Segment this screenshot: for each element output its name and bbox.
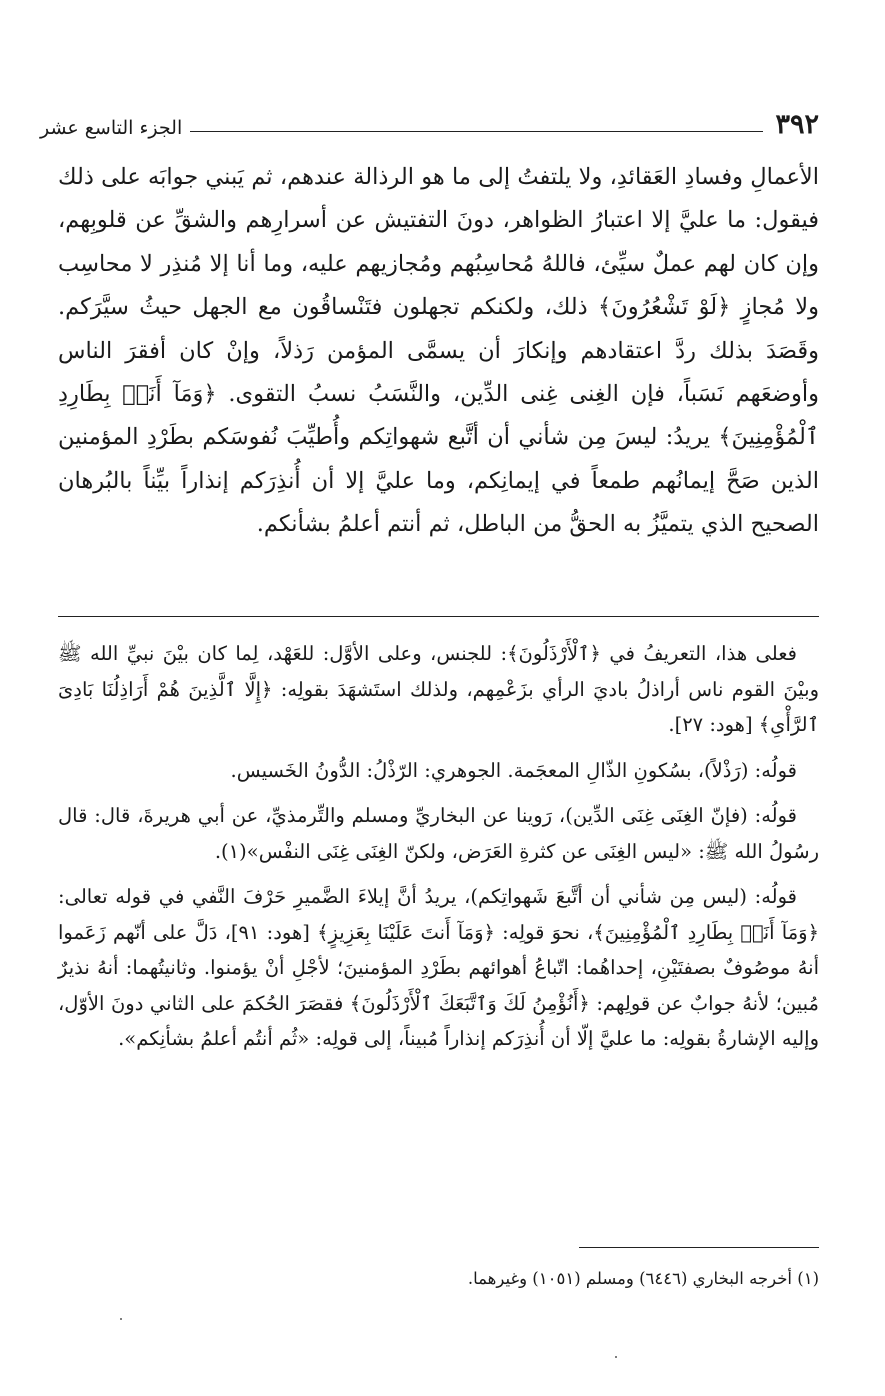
paper-speck [615,1356,617,1358]
commentary-paragraph-4: قولُه: (ليس مِن شأني أن أتَّبعَ شَهواتِكم)، يريدُ أنَّ إيلاءَ الضَّميرِ حَرْفَ النَّفي في قوله تعالى: ﴿وَمَآ أَنَا۠ بِطَارِدِ ٱلْمُؤْمِنِينَ﴾، نحوَ قولِه: ﴿وَمَآ أَنتَ عَلَيْنَا بِعَزِيزٍ﴾ [هود: ٩١]، دَلَّ على أنّهم زَعَموا أنهُ موصُوفٌ بصفتَيْنِ، إحداهُما: اتّباعُ أهوائهم بطَرْدِ المؤمنينَ؛ لأجْلِ أنْ يؤمنوا. وثانيتُهما: أنهُ نذيرٌ مُبين؛ لأنهُ جوابٌ عن قولِهم: ﴿أَنُؤْمِنُ لَكَ وَٱتَّبَعَكَ ٱلْأَرْذَلُونَ﴾ فقصَرَ الحُكمَ على الثاني دونَ الأوّل، وإليه الإشارةُ بقولِه: ما عليَّ إلّا أن أُنذِرَكم إنذاراً مُبيناً، إلى قولِه: «ثُم أنتُم أعلمُ بشأنِكم». [58,885,819,1050]
commentary-paragraph-2: قولُه: (رَذْلاً)، بسُكونِ الذّالِ المعجَمة. الجوهري: الرّذْلُ: الدُّونُ الخَسيس. [230,758,797,782]
footnote [58,1266,819,1292]
main-text [58,156,819,547]
footnote-divider [579,1247,819,1248]
main-paragraph: الأعمالِ وفسادِ العَقائدِ، ولا يلتفتُ إلى ما هو الرذالة عندهم، ثم يَبني جوابَه على ذلك فيقول: ما عليَّ إلا اعتبارُ الظواهر، دونَ التفتيش عن أسرارِهم والشقِّ عن قلوبِهم، وإن كان لهم عملٌ سيِّئ، فاللهُ مُحاسِبُهم ومُجازيهم عليه، وما أنا إلا مُنذِر لا محاسِب ولا مُجازٍ ﴿لَوْ تَشْعُرُونَ﴾ ذلك، ولكنكم تجهلون فتَنْساقُون مع الجهل حيثُ سيَّرَكم. وقَصَدَ بذلك ردَّ اعتقادهم وإنكارَ أن يسمَّى المؤمن رَذلاً، وإنْ كان أفقرَ الناس وأوضعَهم نَسَباً، فإن الغِنى غِنى الدِّين، والنَّسَبُ نسبُ التقوى. ﴿وَمَآ أَنَا۠ بِطَارِدِ ٱلْمُؤْمِنِينَ﴾ يريدُ: ليسَ مِن شأني أن أتَّبع شهواتِكم وأُطيِّبَ نُفوسَكم بطَرْدِ المؤمنين الذين صَحَّ إيمانُهم طمعاً في إيمانِكم، وما عليَّ إلا أن أُنذِرَكم إنذاراً بيِّناً بالبُرهان الصحيح الذي يتميَّزُ به الحقُّ من الباطل، ثم أنتم أعلمُ بشأنكم. [58,164,819,538]
page-number: ٣٩٢ [775,109,819,140]
footnote-text: (١) أخرجه البخاري (٦٤٤٦) ومسلم (١٠٥١) وغيرهما. [467,1269,819,1288]
header-rule [190,131,763,132]
running-head: الجزء التاسع عشر [40,117,183,139]
main-divider [58,616,819,617]
commentary [58,636,819,1067]
paper-speck [120,1318,122,1320]
page-header [40,100,819,138]
commentary-paragraph-1: فعلى هذا، التعريفُ في ﴿ٱلْأَرْذَلُونَ﴾: للجنس، وعلى الأوَّل: للعَهْد، لِما كان بيْنَ نبيِّ الله ﷺ وبيْنَ القوم ناس أراذلُ باديَ الرأي بزَعْمِهم، ولذلك استَشهَدَ بقولِه: ﴿إِلَّا ٱلَّذِينَ هُمْ أَرَاذِلُنَا بَادِىَ ٱلرَّأْىِ﴾ [هود: ٢٧]. [58,642,819,736]
commentary-paragraph-3: قولُه: (فإنّ الغِنَى غِنَى الدِّين)، رَوينا عن البخاريِّ ومسلم والتِّرمذيِّ، عن أبي هريرةَ، قال: قال رسُولُ الله ﷺ: «ليس الغِنَى عن كثرةِ العَرَض، ولكنّ الغِنَى غِنَى النفْس»(١). [58,804,819,863]
